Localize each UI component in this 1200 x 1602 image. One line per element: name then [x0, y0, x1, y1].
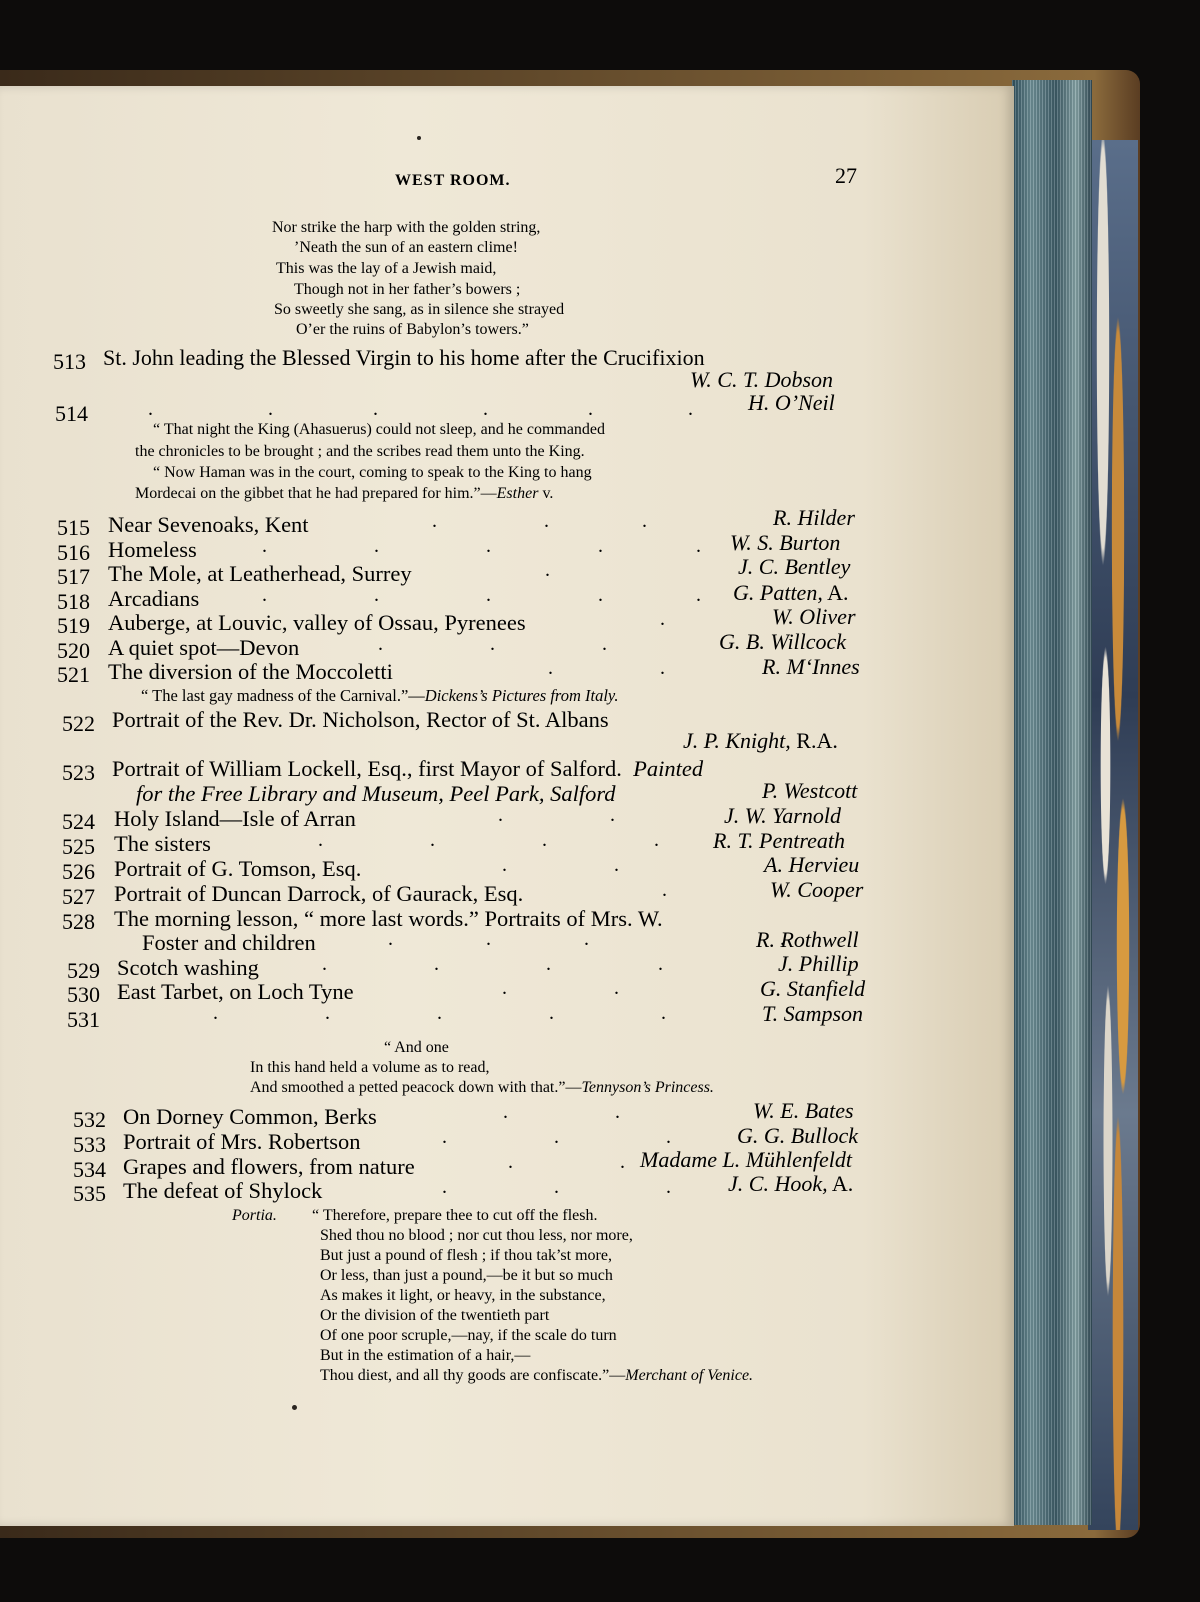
entry-number: 530 [67, 982, 100, 1007]
entry-number: 517 [57, 564, 90, 589]
leader-dots: . . [508, 1151, 627, 1173]
artist-name: R. T. Pentreath [713, 828, 845, 853]
quote-text: “ The last gay madness of the Carnival.”— [141, 686, 425, 705]
artist-name: J. Phillip [778, 951, 859, 976]
artist-name: T. Sampson [762, 1001, 864, 1026]
entry-number: 516 [57, 540, 90, 565]
quote-line: the chronicles to be brought ; and the scribes read them unto the King. [135, 443, 585, 460]
artist-name: W. S. Burton [730, 530, 841, 555]
artist-name: W. C. T. Dobson [690, 367, 834, 392]
artist-name: P. Westcott [762, 778, 858, 803]
entry-title: Grapes and flowers, from nature [123, 1154, 415, 1179]
artist-name: G. B. Willcock [719, 629, 847, 654]
artist-name: W. Oliver [772, 604, 856, 629]
entry-number: 525 [62, 834, 95, 859]
quote-text: And smoothed a petted peacock down with that.”— [250, 1079, 582, 1096]
leader-dots: . . [548, 657, 667, 679]
leader-dots: . [660, 608, 667, 630]
artist-rank: R.A. [790, 728, 838, 753]
entry-number: 531 [67, 1007, 100, 1032]
artist-name: W. Cooper [770, 877, 864, 902]
entry-title: The morning lesson, “ more last words.” Portraits of Mrs. W. [114, 906, 663, 931]
leader-dots: . . . . [318, 829, 661, 851]
entry-title: Portrait of Duncan Darrock, of Gaurack, Esq. [114, 881, 524, 906]
entry-title: East Tarbet, on Loch Tyne [117, 979, 354, 1004]
entry-number: 535 [73, 1181, 106, 1206]
leader-dots: . . . . [322, 953, 665, 975]
entry-number: 523 [62, 760, 95, 785]
entry-title [112, 756, 703, 782]
entry-title: Portrait of Mrs. Robertson [123, 1129, 361, 1154]
entry-title: The diversion of the Moccoletti [108, 659, 393, 684]
leader-dots: . [662, 879, 669, 901]
entry-number: 514 [55, 401, 88, 426]
leader-dots: . . . [442, 1176, 673, 1198]
entry-number: 522 [62, 711, 95, 736]
speech-line [320, 1366, 753, 1387]
entry-title: The sisters [114, 831, 211, 856]
leader-dots: . . . [378, 633, 609, 655]
leader-dots: . . [503, 1101, 622, 1123]
entry-title: The defeat of Shylock [123, 1178, 323, 1203]
leader-dots: . . . [432, 510, 649, 532]
speech-line: But just a pound of flesh ; if thou tak’st more, [320, 1247, 612, 1264]
speech-line: “ Therefore, prepare thee to cut off the flesh. [312, 1207, 598, 1224]
entry-title: St. John leading the Blessed Virgin to his home after the Crucifixion [103, 345, 705, 370]
quote-line: “ That night the King (Ahasuerus) could not sleep, and he commanded [153, 421, 606, 438]
artist-name: W. E. Bates [753, 1098, 854, 1123]
entry-title-text: Portrait of William Lockell, Esq., first Mayor of Salford. [112, 756, 622, 781]
quote-text: Mordecai on the gibbet that he had prepared for him.”— [135, 485, 497, 502]
speech-line: But in the estimation of a hair,— [320, 1347, 531, 1364]
leader-dots: . . [498, 804, 617, 826]
entry-title: Homeless [108, 537, 197, 562]
quote-line [141, 686, 618, 707]
quote-source: Tennyson’s Princess. [581, 1079, 714, 1096]
entry-title: Arcadians [108, 586, 200, 611]
artist-name-text: G. Patten, [733, 580, 823, 605]
quote-source: Dickens’s Pictures from Italy. [424, 686, 619, 705]
quote-line: “ And one [384, 1039, 449, 1056]
leader-dots: . . . . [388, 928, 787, 950]
leader-dots: . [545, 559, 552, 581]
entry-number: 529 [67, 958, 100, 983]
artist-name-text: J. C. Hook, [728, 1171, 828, 1196]
leader-dots: . . . [442, 1126, 673, 1148]
entry-title-continuation: for the Free Library and Museum, Peel Park, Salford [136, 781, 616, 806]
entry-title: Scotch washing [117, 955, 259, 980]
page-edges [1012, 80, 1092, 1525]
print-mark [292, 1405, 297, 1410]
leader-dots: . . . . . [262, 584, 703, 606]
leader-dots: . . . . . . [148, 398, 693, 420]
entry-number: 526 [62, 859, 95, 884]
artist-rank: A. [827, 1171, 854, 1196]
quote-line: In this hand held a volume as to read, [250, 1059, 490, 1076]
entry-title: On Dorney Common, Berks [123, 1104, 377, 1129]
entry-number: 513 [53, 349, 86, 374]
leader-dots: . . . . . [262, 535, 703, 557]
entry-number: 515 [57, 515, 90, 540]
quote-source: Esther [496, 485, 539, 502]
artist-name [683, 728, 838, 754]
poem-line: So sweetly she sang, as in silence she strayed [274, 301, 565, 318]
speech-source: Merchant of Venice. [625, 1367, 754, 1384]
artist-rank: A. [822, 580, 849, 605]
speech-line: Of one poor scruple,—nay, if the scale do turn [320, 1327, 617, 1344]
artist-name: G. G. Bullock [737, 1123, 858, 1148]
speech-line: As makes it light, or heavy, in the substance, [320, 1287, 606, 1304]
quote-line [250, 1078, 714, 1099]
poem-line: ’Neath the sun of an eastern clime! [294, 239, 518, 256]
quote-line [135, 484, 553, 505]
artist-name: Madame L. Mühlenfeldt [640, 1147, 853, 1172]
running-header: WEST ROOM. [395, 172, 511, 189]
artist-name [728, 1171, 853, 1197]
artist-name: G. Stanfield [760, 976, 866, 1001]
artist-name: R. Rothwell [756, 927, 859, 952]
speech-line: Or less, than just a pound,—be it but so much [320, 1267, 613, 1284]
artist-name: A. Hervieu [764, 852, 860, 877]
entry-title: Auberge, at Louvic, valley of Ossau, Pyrenees [108, 610, 526, 635]
artist-name: R. M‘Innes [762, 654, 860, 679]
quote-line: “ Now Haman was in the court, coming to speak to the King to hang [153, 464, 592, 481]
entry-number: 528 [62, 909, 95, 934]
artist-name: J. W. Yarnold [724, 803, 841, 828]
entry-title: Near Sevenoaks, Kent [108, 512, 309, 537]
page-number: 27 [835, 163, 857, 188]
speech-text: Thou diest, and all thy goods are confiscate.”— [320, 1367, 626, 1384]
entry-number: 519 [57, 613, 90, 638]
entry-title: The Mole, at Leatherhead, Surrey [108, 561, 412, 586]
artist-name: H. O’Neil [748, 390, 835, 415]
artist-name [733, 580, 849, 606]
leader-dots: . . [502, 854, 621, 876]
leader-dots: . . [502, 977, 621, 999]
entry-title: Portrait of G. Tomson, Esq. [114, 856, 362, 881]
entry-number: 533 [73, 1132, 106, 1157]
entry-title: Portrait of the Rev. Dr. Nicholson, Rector of St. Albans [112, 707, 609, 732]
artist-name: R. Hilder [773, 505, 855, 530]
entry-title-continuation: Foster and children [142, 930, 316, 955]
marbled-page-edge [1088, 140, 1138, 1530]
speaker-name: Portia. [232, 1207, 277, 1224]
entry-title: Holy Island—Isle of Arran [114, 806, 356, 831]
poem-line: Nor strike the harp with the golden string, [272, 219, 541, 236]
entry-number: 518 [57, 589, 90, 614]
print-mark [417, 136, 421, 140]
entry-number: 524 [62, 809, 95, 834]
artist-name: J. C. Bentley [738, 554, 851, 579]
leader-dots: . . . . . [213, 1002, 668, 1024]
entry-title: A quiet spot—Devon [108, 635, 300, 660]
speech-line: Or the division of the twentieth part [320, 1307, 550, 1324]
entry-number: 532 [73, 1107, 106, 1132]
quote-ref: v. [538, 485, 554, 502]
poem-line: O’er the ruins of Babylon’s towers.” [296, 321, 529, 338]
poem-line: This was the lay of a Jewish maid, [276, 260, 497, 277]
entry-number: 520 [57, 638, 90, 663]
entry-number: 527 [62, 884, 95, 909]
entry-title-note: Painted [633, 756, 704, 781]
entry-number: 534 [73, 1157, 106, 1182]
poem-line: Though not in her father’s bowers ; [294, 281, 521, 298]
artist-name-text: J. P. Knight, [683, 728, 791, 753]
speech-line: Shed thou no blood ; nor cut thou less, nor more, [320, 1227, 633, 1244]
entry-number: 521 [57, 662, 90, 687]
